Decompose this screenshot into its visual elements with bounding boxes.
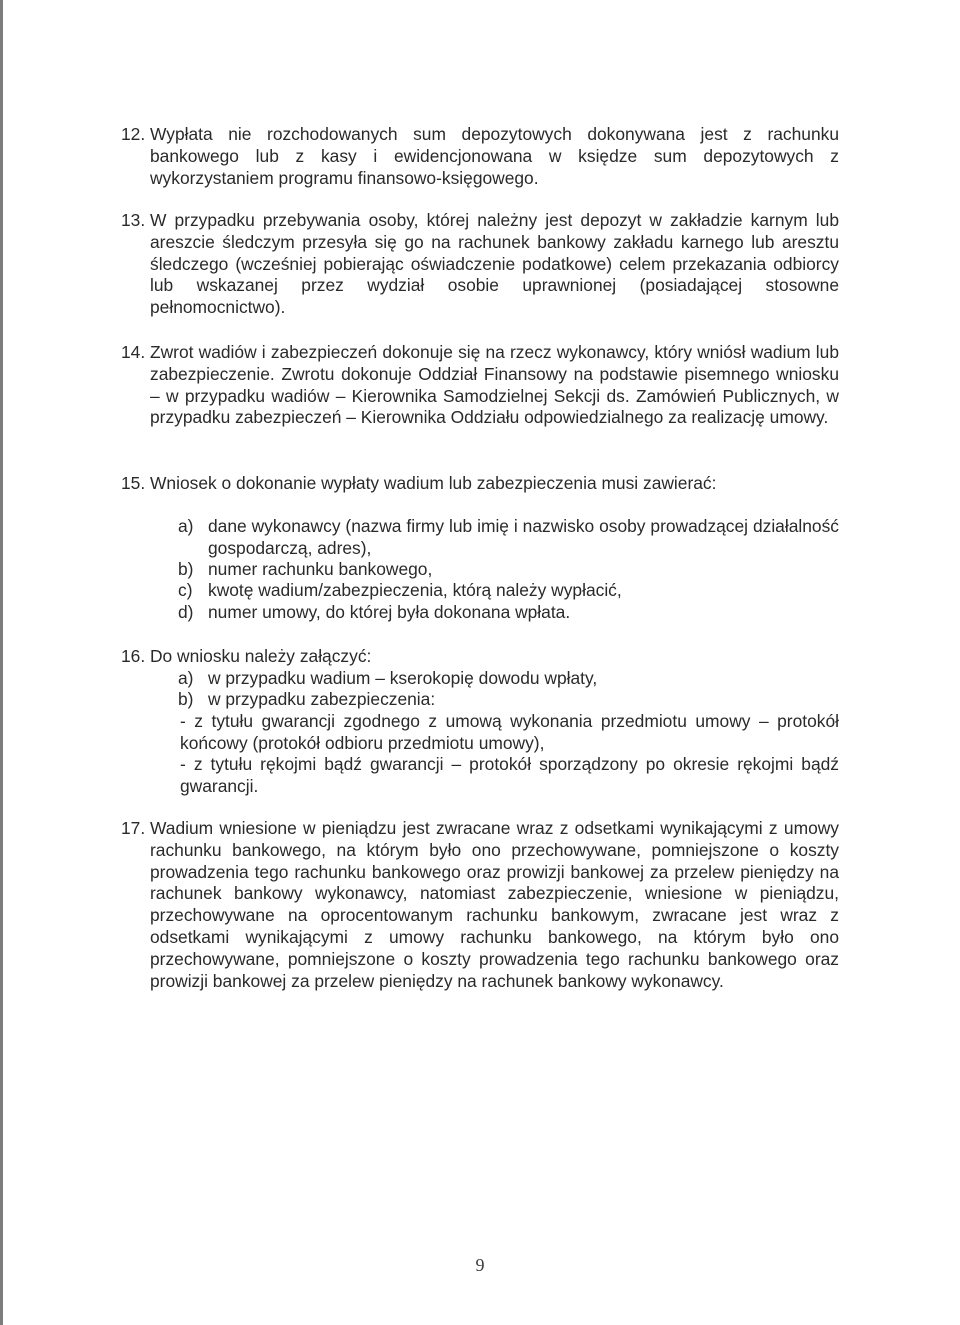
paragraph-16 xyxy=(121,646,839,668)
list-item-text: numer umowy, do której była dokonana wpłata. xyxy=(208,602,571,622)
list-item xyxy=(180,559,839,581)
list-item-text: w przypadku wadium – kserokopię dowodu wpłaty, xyxy=(208,668,598,688)
paragraph-number: 13. xyxy=(121,210,146,230)
list-item-letter: a) xyxy=(178,516,194,536)
paragraph-text: Do wniosku należy załączyć: xyxy=(150,646,372,666)
list-item xyxy=(180,668,839,690)
dash-item-text: - z tytułu rękojmi bądź gwarancji – protokół sporządzony po okresie rękojmi bądź gwarancji. xyxy=(180,754,839,796)
list-item-letter: d) xyxy=(178,602,194,622)
list-item xyxy=(180,602,839,624)
paragraph-12 xyxy=(121,124,839,189)
list-item xyxy=(180,516,839,560)
list-item xyxy=(180,580,839,602)
paragraph-text: Zwrot wadiów i zabezpieczeń dokonuje się na rzecz wykonawcy, który wniósł wadium lub zabezpieczenie. Zwrotu dokonuje Oddział Finansowy na podstawie pisemnego wniosku – w przypadku wadiów – Kierownika Samodzielnej Sekcji ds. Zamówień Publicznych, w przypadku zabezpieczeń – Kierownika Oddziału odpowiedzialnego za realizację umowy. xyxy=(150,342,839,428)
dash-item-text: - z tytułu gwarancji zgodnego z umową wykonania przedmiotu umowy – protokół końcowy (protokół odbioru przedmiotu umowy), xyxy=(180,711,839,753)
paragraph-13 xyxy=(121,210,839,319)
list-item xyxy=(180,689,839,711)
paragraph-text: Wniosek o dokonanie wypłaty wadium lub zabezpieczenia musi zawierać: xyxy=(150,473,717,493)
dash-item xyxy=(180,711,839,755)
paragraph-14 xyxy=(121,342,839,429)
paragraph-number: 17. xyxy=(121,818,146,838)
list-item-letter: a) xyxy=(178,668,194,688)
list-item-text: dane wykonawcy (nazwa firmy lub imię i nazwisko osoby prowadzącej działalność gospodarczą, adres), xyxy=(208,516,839,558)
paragraph-text: Wadium wniesione w pieniądzu jest zwracane wraz z odsetkami wynikającymi z umowy rachunku bankowego, na którym było ono przechowywane, pomniejszone o koszty prowadzenia tego rachunku bankowego oraz prowizji bankowej za przelew pieniędzy na rachunek bankowy wykonawcy, natomiast zabezpieczenie, wniesione w pieniądzu, przechowywane na oprocentowanym rachunku bankowym, zwracane jest wraz z odsetkami wynikającymi z umowy rachunku bankowego, na którym było ono przechowywane, pomniejszone o koszty prowadzenia tego rachunku bankowego oraz prowizji bankowej za przelew pieniędzy na rachunek bankowy wykonawcy. xyxy=(150,818,839,991)
list-item-letter: b) xyxy=(178,689,194,709)
list-item-text: kwotę wadium/zabezpieczenia, którą należy wypłacić, xyxy=(208,580,622,600)
paragraph-number: 12. xyxy=(121,124,146,144)
paragraph-text: W przypadku przebywania osoby, której należny jest depozyt w zakładzie karnym lub areszcie śledczym przesyła się go na rachunek bankowy zakładu karnego lub aresztu śledczego (wcześniej pobierając oświadczenie podatkowe) celem przekazania odbiorcy lub wskazanej przez wydział osobie uprawnionej (posiadającej stosowne pełnomocnictwo). xyxy=(150,210,839,318)
paragraph-number: 14. xyxy=(121,342,146,362)
list-item-letter: b) xyxy=(178,559,194,579)
list-item-text: w przypadku zabezpieczenia: xyxy=(208,689,436,709)
paragraph-text: Wypłata nie rozchodowanych sum depozytowych dokonywana jest z rachunku bankowego lub z kasy i ewidencjonowana w księdze sum depozytowych z wykorzystaniem programu finansowo-księgowego. xyxy=(150,124,839,188)
paragraph-number: 15. xyxy=(121,473,146,493)
page-number: 9 xyxy=(475,1255,485,1275)
dash-item xyxy=(180,754,839,798)
paragraph-number: 16. xyxy=(121,646,146,666)
paragraph-17 xyxy=(121,818,839,992)
list-item-text: numer rachunku bankowego, xyxy=(208,559,433,579)
paragraph-15 xyxy=(121,473,839,495)
scan-edge xyxy=(0,0,3,1325)
list-item-letter: c) xyxy=(178,580,193,600)
